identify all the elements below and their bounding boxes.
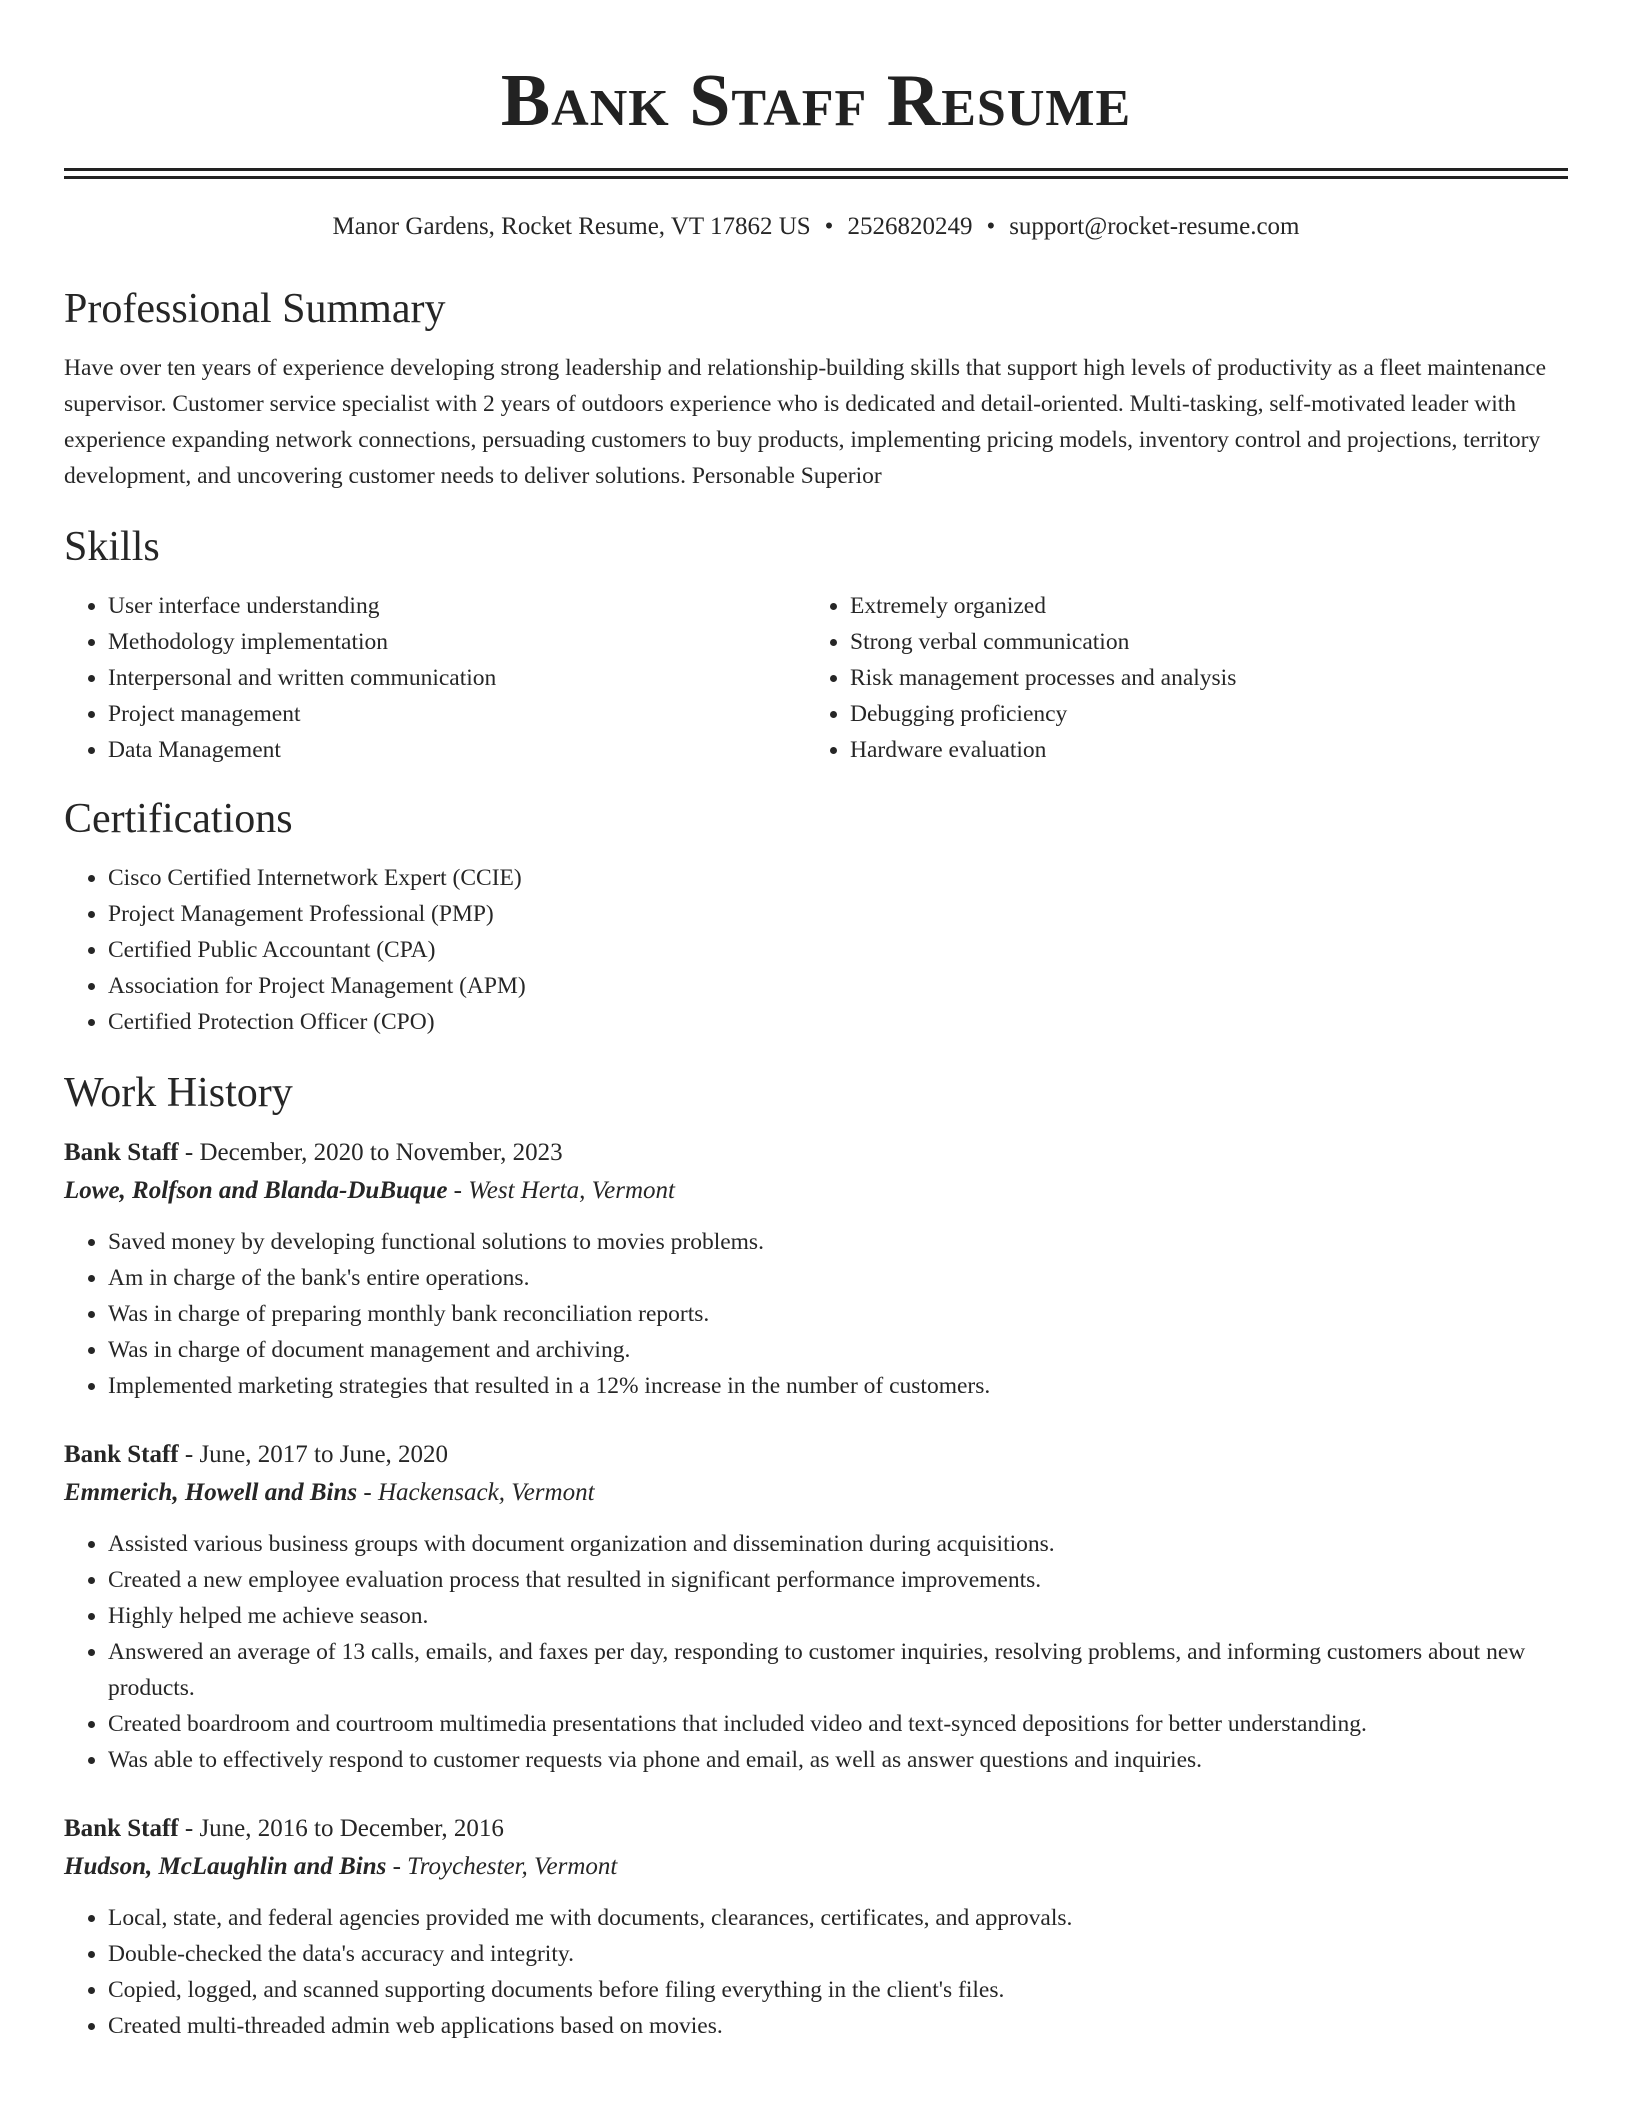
- skill-item: • User interface understanding: [108, 588, 806, 624]
- job-title: Bank Staff: [64, 1441, 179, 1468]
- job-duty-item: • Copied, logged, and scanned supporting documents before filing everything in the client's files.: [108, 1972, 1568, 2008]
- skill-item: • Strong verbal communication: [850, 624, 1548, 660]
- job-dash: -: [178, 1441, 200, 1468]
- job-duty-item: • Highly helped me achieve season.: [108, 1598, 1568, 1634]
- job-company: Emmerich, Howell and Bins: [64, 1479, 358, 1506]
- job-company-line: [64, 1172, 1568, 1210]
- skill-item: • Interpersonal and written communication: [108, 660, 806, 696]
- job-dates: June, 2017 to June, 2020: [199, 1441, 449, 1468]
- job-duty-item: • Created multi-threaded admin web applications based on movies.: [108, 2008, 1568, 2044]
- job-dash: -: [178, 1139, 200, 1166]
- title-rule-bottom: [64, 176, 1568, 179]
- skill-item: • Methodology implementation: [108, 624, 806, 660]
- skill-item: • Data Management: [108, 732, 806, 768]
- skills-column-right: [806, 588, 1548, 768]
- job-duties-list: [64, 1224, 1568, 1404]
- job-dash: -: [357, 1479, 378, 1506]
- job-dates: December, 2020 to November, 2023: [199, 1139, 563, 1166]
- job-dates: June, 2016 to December, 2016: [199, 1815, 504, 1842]
- job-entry: [64, 1436, 1568, 1778]
- contact-address: Manor Gardens, Rocket Resume, VT 17862 US: [332, 213, 811, 240]
- summary-heading: Professional Summary: [64, 286, 446, 332]
- summary-text: Have over ten years of experience developing strong leadership and relationship-building skills that support high levels of productivity as a fleet maintenance supervisor. Customer service specialist with 2 years of outdoors experience who is dedicated and detail-oriented. Multi-tasking, self-motivated leader with experience expanding network connections, persuading customers to buy products, implementing pricing models, inventory control and projections, territory development, and uncovering customer needs to deliver solutions. Personable Superior: [64, 355, 1547, 489]
- job-duty-item: • Double-checked the data's accuracy and integrity.: [108, 1936, 1568, 1972]
- job-title-line: [64, 1436, 1568, 1474]
- job-company-line: [64, 1848, 1568, 1886]
- job-location: West Herta, Vermont: [468, 1177, 675, 1204]
- certifications-list: [64, 860, 1568, 1040]
- contact-email: support@rocket-resume.com: [1009, 213, 1300, 240]
- job-duty-item: • Was in charge of document management and archiving.: [108, 1332, 1568, 1368]
- job-title-line: [64, 1134, 1568, 1172]
- skill-item: • Project management: [108, 696, 806, 732]
- job-duty-item: • Saved money by developing functional solutions to movies problems.: [108, 1224, 1568, 1260]
- job-company: Lowe, Rolfson and Blanda-DuBuque: [64, 1177, 448, 1204]
- job-duty-item: • Created boardroom and courtroom multimedia presentations that included video and text-synced depositions for better understanding.: [108, 1706, 1568, 1742]
- contact-phone: 2526820249: [847, 213, 973, 240]
- job-duty-item: • Implemented marketing strategies that resulted in a 12% increase in the number of customers.: [108, 1368, 1568, 1404]
- skill-item: • Debugging proficiency: [850, 696, 1548, 732]
- skill-item: • Risk management processes and analysis: [850, 660, 1548, 696]
- skill-item: • Extremely organized: [850, 588, 1548, 624]
- job-duties-list: [64, 1900, 1568, 2044]
- certification-item: • Certified Public Accountant (CPA): [108, 932, 1568, 968]
- job-dash: -: [178, 1815, 200, 1842]
- resume-title: Bank Staff Resume: [500, 60, 1132, 142]
- skills-heading: Skills: [64, 524, 160, 570]
- certifications-heading: Certifications: [64, 796, 293, 842]
- certification-item: • Association for Project Management (APM): [108, 968, 1568, 1004]
- skills-column-left: [64, 588, 806, 768]
- skills-list: [64, 588, 1568, 768]
- job-title-line: [64, 1810, 1568, 1848]
- job-duty-item: • Local, state, and federal agencies provided me with documents, clearances, certificates, and approvals.: [108, 1900, 1568, 1936]
- job-location: Hackensack, Vermont: [377, 1479, 595, 1506]
- certification-item: • Certified Protection Officer (CPO): [108, 1004, 1568, 1040]
- job-duty-item: • Assisted various business groups with document organization and dissemination during acquisitions.: [108, 1526, 1568, 1562]
- contact-line: [64, 212, 1568, 242]
- job-company: Hudson, McLaughlin and Bins: [64, 1853, 387, 1880]
- job-company-line: [64, 1474, 1568, 1512]
- skill-item: • Hardware evaluation: [850, 732, 1548, 768]
- job-duty-item: • Answered an average of 13 calls, emails, and faxes per day, responding to customer inquiries, resolving problems, and informing customers about new products.: [108, 1634, 1568, 1706]
- job-dash: -: [447, 1177, 469, 1204]
- certification-item: • Cisco Certified Internetwork Expert (CCIE): [108, 860, 1568, 896]
- contact-separator: •: [824, 213, 834, 240]
- work-history-heading: Work History: [64, 1070, 293, 1116]
- certification-item: • Project Management Professional (PMP): [108, 896, 1568, 932]
- job-duty-item: • Was in charge of preparing monthly bank reconciliation reports.: [108, 1296, 1568, 1332]
- contact-separator: •: [986, 213, 996, 240]
- job-title: Bank Staff: [64, 1139, 179, 1166]
- job-duty-item: • Am in charge of the bank's entire operations.: [108, 1260, 1568, 1296]
- job-dash: -: [386, 1853, 408, 1880]
- job-entry: [64, 1134, 1568, 1404]
- job-duty-item: • Created a new employee evaluation process that resulted in significant performance improvements.: [108, 1562, 1568, 1598]
- job-entry: [64, 1810, 1568, 2044]
- job-duties-list: [64, 1526, 1568, 1778]
- job-duty-item: • Was able to effectively respond to customer requests via phone and email, as well as answer questions and inquiries.: [108, 1742, 1568, 1778]
- job-title: Bank Staff: [64, 1815, 179, 1842]
- job-location: Troychester, Vermont: [407, 1853, 618, 1880]
